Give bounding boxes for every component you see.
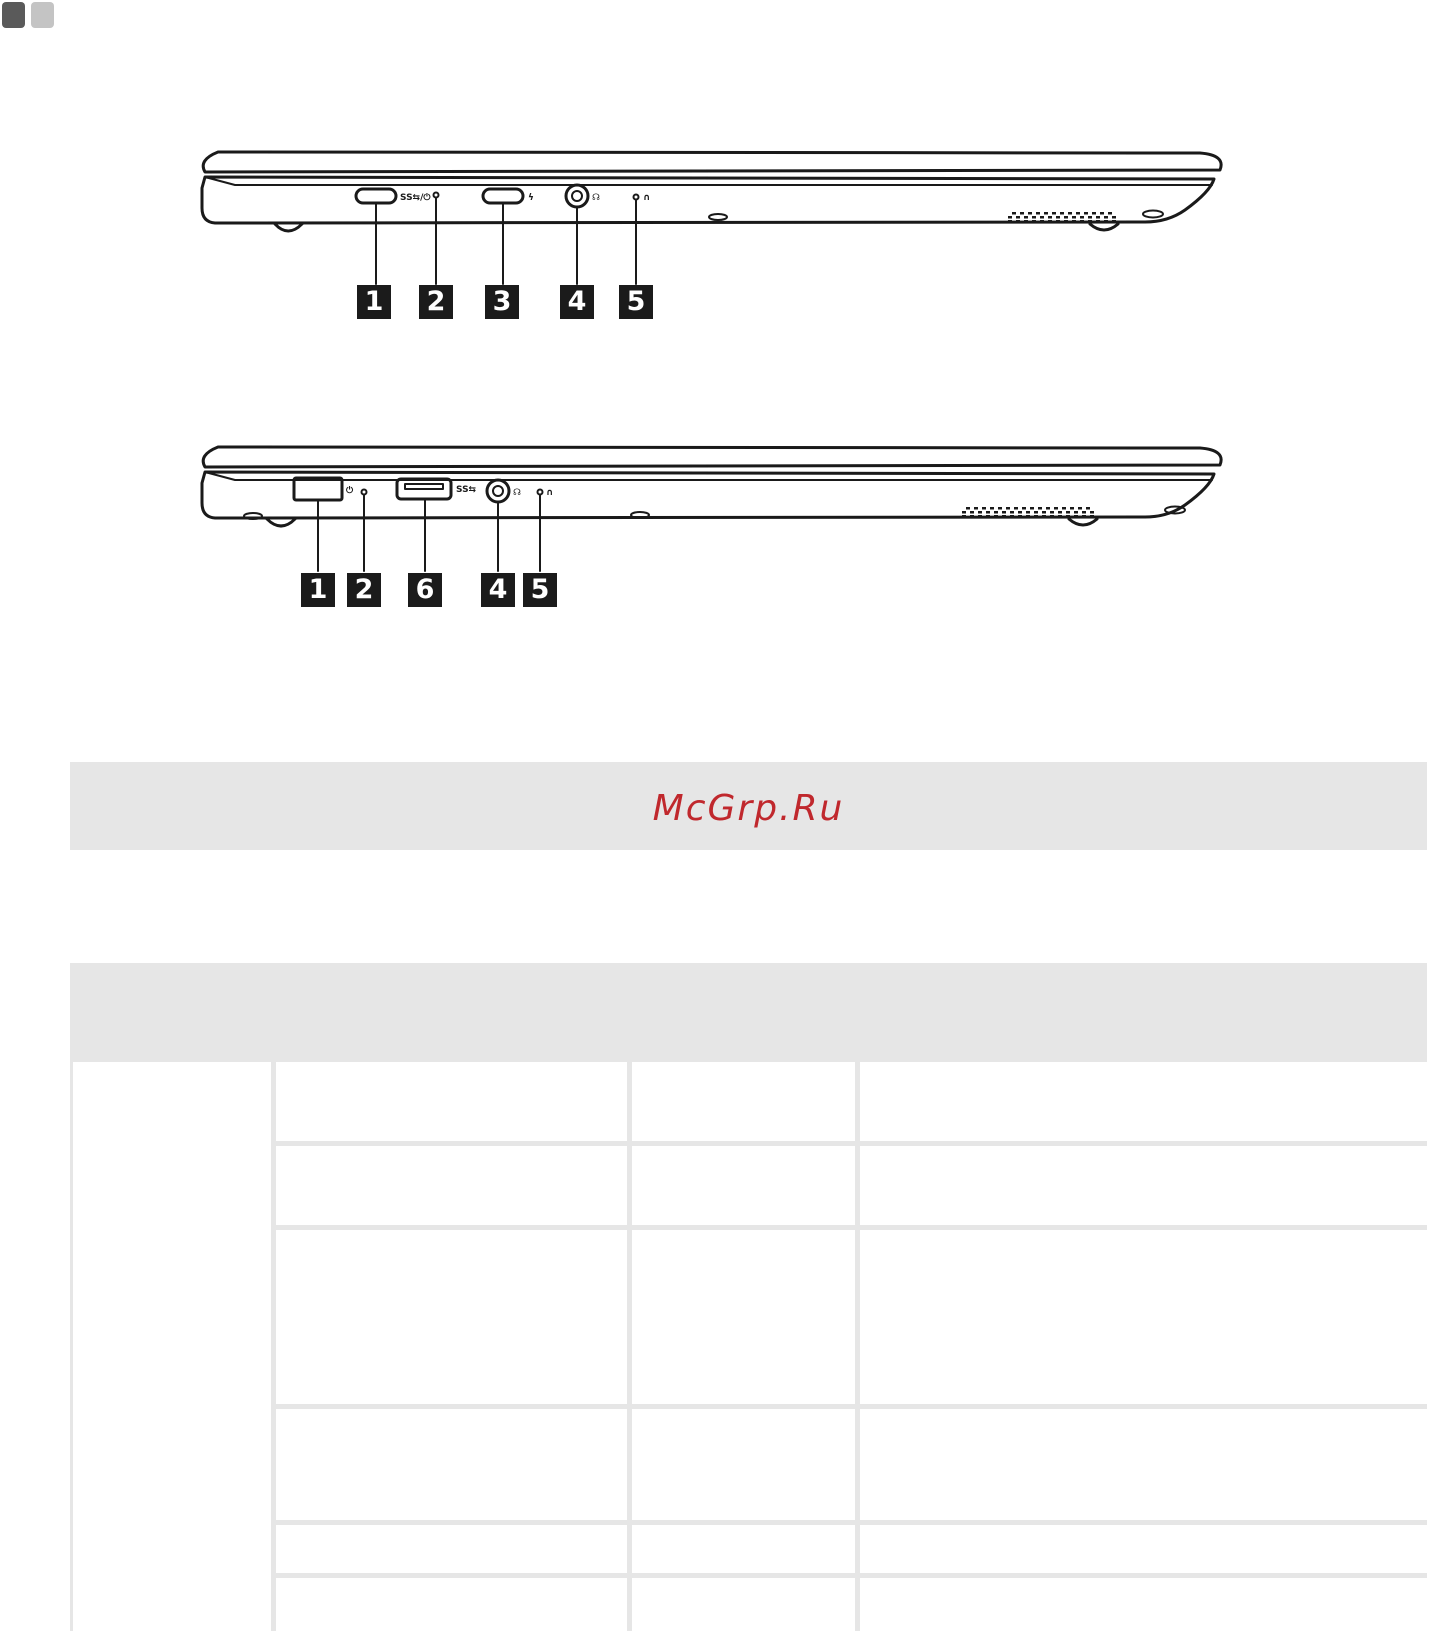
table-cell	[860, 1409, 1427, 1520]
table-cell	[276, 1062, 627, 1141]
svg-text:SS⇆: SS⇆	[456, 485, 477, 495]
table-cell	[632, 1578, 855, 1631]
table-cell	[276, 1525, 627, 1573]
table-cell	[860, 1146, 1427, 1225]
watermark-band	[70, 762, 1427, 850]
callout-5: 5	[619, 285, 653, 319]
table-cell	[632, 1230, 855, 1404]
callout-3: 3	[485, 285, 519, 319]
specs-table	[70, 1059, 1427, 1631]
svg-text:☊: ☊	[513, 488, 521, 498]
laptop-side-view-1	[0, 140, 1429, 340]
chapter-mark-dark	[2, 2, 25, 28]
callout-4: 4	[560, 285, 594, 319]
callout-2: 2	[347, 573, 381, 607]
chapter-marks	[2, 2, 54, 28]
table-cell	[276, 1409, 627, 1520]
table-cell	[860, 1578, 1427, 1631]
callout-4: 4	[481, 573, 515, 607]
callout-1: 1	[301, 573, 335, 607]
table-cell	[632, 1409, 855, 1520]
svg-text:SS⇆/⏻: SS⇆/⏻	[400, 193, 431, 203]
table-cell	[860, 1525, 1427, 1573]
svg-text:∩: ∩	[643, 193, 651, 203]
laptop-side-illustration-2	[0, 435, 1429, 635]
table-cell	[632, 1525, 855, 1573]
chapter-mark-light	[31, 2, 54, 28]
watermark-text: McGrp.Ru	[652, 788, 845, 829]
svg-text:∩: ∩	[546, 488, 554, 498]
callout-1: 1	[357, 285, 391, 319]
svg-text:☊: ☊	[592, 193, 600, 203]
table-cell	[632, 1062, 855, 1141]
table-cell	[632, 1146, 855, 1225]
table-cell	[276, 1146, 627, 1225]
table-cell	[276, 1578, 627, 1631]
callout-2: 2	[419, 285, 453, 319]
table-cell	[860, 1062, 1427, 1141]
callout-5: 5	[523, 573, 557, 607]
callout-6: 6	[408, 573, 442, 607]
table-header	[70, 963, 1427, 1059]
laptop-side-illustration-1	[0, 140, 1429, 340]
laptop-side-view-2	[0, 435, 1429, 635]
table-cell	[276, 1230, 627, 1404]
table-cell	[860, 1230, 1427, 1404]
svg-text:ϟ: ϟ	[528, 193, 534, 203]
svg-text:⏻: ⏻	[346, 486, 354, 496]
table-cell-group	[73, 1062, 271, 1631]
